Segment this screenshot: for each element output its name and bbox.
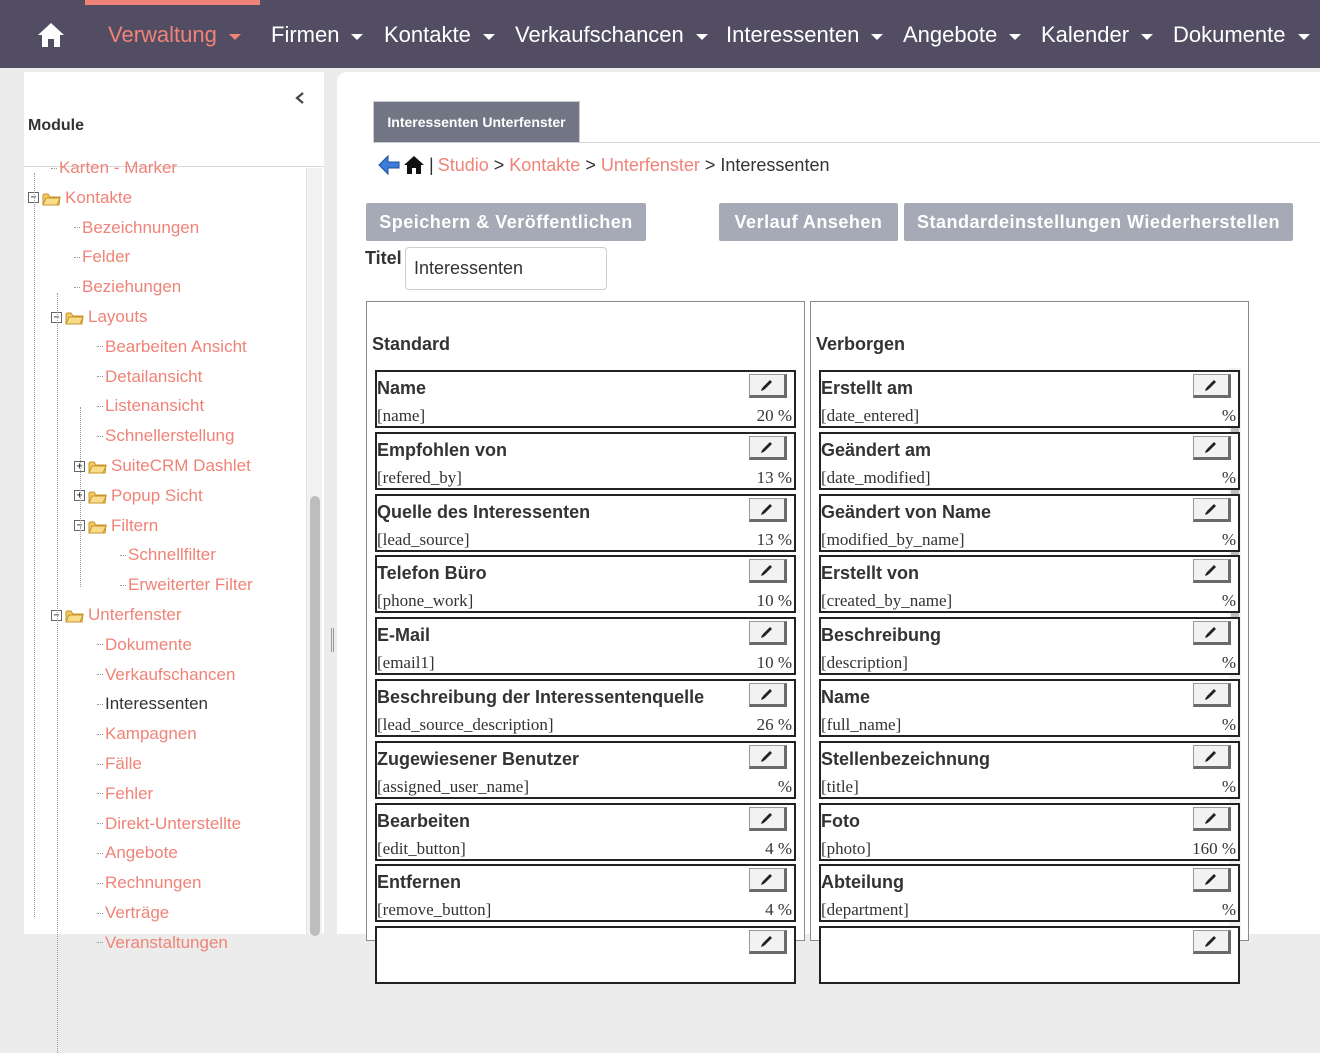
field-width: %	[1221, 467, 1236, 487]
pencil-icon[interactable]	[749, 559, 787, 583]
folder-icon	[42, 191, 61, 205]
pencil-icon[interactable]	[749, 807, 787, 831]
sidebar-tree-item-label: Kontakte	[65, 187, 133, 207]
home-icon[interactable]	[403, 155, 425, 175]
pencil-icon[interactable]	[749, 745, 787, 769]
sidebar-tree-item[interactable]	[97, 364, 202, 390]
view-history-button[interactable]: Verlauf Ansehen	[719, 203, 898, 241]
sidebar-tree-item-label: Felder	[82, 247, 131, 267]
standard-column	[366, 301, 805, 941]
field-label: Erstellt von	[821, 563, 920, 584]
sidebar-tree-item[interactable]	[97, 662, 235, 688]
folder-icon	[65, 310, 84, 324]
field-system-name: [date_modified]	[821, 467, 931, 487]
nav-interessenten[interactable]: Interessenten	[726, 20, 883, 50]
tree-connector	[97, 436, 103, 437]
tree-connector	[97, 376, 103, 377]
field-label: Entfernen	[377, 872, 462, 893]
sidebar-tree-item[interactable]	[97, 840, 178, 866]
field-width: %	[1221, 529, 1236, 549]
nav-dokumente[interactable]: Dokumente	[1173, 20, 1310, 50]
folder-icon	[65, 608, 84, 622]
field-system-name: [phone_work]	[377, 591, 474, 611]
hidden-column	[810, 301, 1249, 941]
field-width: %	[1221, 715, 1236, 734]
tree-connector	[97, 853, 103, 854]
standard-field-card[interactable]	[375, 926, 796, 984]
sidebar-tree-item-label: Erweiterter Filter	[128, 575, 253, 595]
standard-field-card[interactable]	[375, 617, 796, 675]
breadcrumb-kontakte-link[interactable]: Kontakte	[509, 154, 581, 175]
breadcrumb-studio-link[interactable]: Studio	[437, 154, 489, 175]
chevron-down-icon	[1298, 34, 1310, 40]
scrollbar-thumb[interactable]	[310, 496, 320, 936]
field-label: Zugewiesener Benutzer	[377, 748, 580, 769]
sidebar-tree-item-label: Verträge	[105, 903, 170, 922]
sidebar-tree-item[interactable]	[28, 185, 132, 211]
sidebar-tree-item[interactable]	[74, 513, 158, 539]
tree-connector	[97, 764, 103, 765]
sidebar-tree-item[interactable]	[74, 483, 203, 509]
field-label: Abteilung	[821, 872, 904, 893]
sidebar-tree-item[interactable]	[51, 602, 182, 628]
tree-guide-line	[34, 173, 35, 917]
sidebar-title: Module	[28, 117, 84, 134]
nav-kalender[interactable]: Kalender	[1041, 20, 1153, 50]
sidebar-tree-item[interactable]	[74, 244, 130, 270]
nav-angebote[interactable]: Angebote	[903, 20, 1021, 50]
pencil-icon[interactable]	[1193, 436, 1231, 460]
breadcrumb-separator: >	[704, 154, 716, 175]
sidebar-tree-item[interactable]	[97, 751, 142, 777]
sidebar-tree-item[interactable]	[97, 691, 208, 717]
expand-toggle-icon[interactable]: +	[74, 461, 85, 472]
hidden-field-card[interactable]	[819, 803, 1240, 861]
standard-field-card[interactable]	[375, 864, 796, 922]
field-width: 26 %	[756, 715, 792, 734]
field-system-name: [assigned_user_name]	[377, 776, 530, 796]
tree-connector	[97, 883, 103, 884]
sidebar-tree-item-label: Layouts	[88, 307, 148, 326]
sidebar-tree-item[interactable]	[97, 870, 201, 896]
hidden-field-card[interactable]	[819, 432, 1240, 490]
field-system-name: [date_entered]	[821, 406, 920, 425]
standard-field-card[interactable]	[375, 432, 796, 490]
nav-firmen[interactable]: Firmen	[271, 20, 363, 50]
nav-verwaltung[interactable]: Verwaltung	[108, 20, 241, 50]
hidden-field-card[interactable]	[819, 555, 1240, 613]
tree-guide-line	[80, 527, 81, 587]
sidebar-tree-item[interactable]	[97, 632, 192, 658]
sidebar-tree-item-label: Schnellerstellung	[105, 426, 235, 446]
pencil-icon[interactable]	[749, 683, 787, 707]
sidebar-tree-item[interactable]	[97, 930, 228, 956]
breadcrumb-current: Interessenten	[720, 154, 830, 175]
field-width: %	[1221, 653, 1236, 673]
tree-connector	[74, 257, 80, 258]
breadcrumb-divider: |	[429, 154, 434, 175]
pencil-icon[interactable]	[749, 621, 787, 645]
sidebar-tree-item[interactable]	[97, 423, 234, 449]
standard-field-card[interactable]	[375, 370, 796, 428]
breadcrumb-separator: >	[585, 154, 596, 175]
breadcrumb-unterfenster-link[interactable]: Unterfenster	[600, 154, 700, 175]
tree-connector	[97, 674, 103, 675]
field-label: Quelle des Interessenten	[377, 501, 591, 522]
chevron-down-icon	[871, 34, 883, 40]
sidebar-tree-item[interactable]	[97, 393, 204, 419]
tree-connector	[97, 346, 103, 347]
nav-kontakte[interactable]: Kontakte	[384, 20, 495, 50]
field-width: 10 %	[756, 591, 792, 611]
sidebar-tree-item[interactable]	[74, 215, 199, 241]
sidebar-tree-item-label: Veranstaltungen	[105, 932, 228, 952]
field-label: Foto	[821, 810, 860, 831]
field-label: Erstellt am	[821, 378, 914, 398]
field-width: %	[1221, 900, 1236, 920]
field-system-name: [email1]	[377, 653, 435, 673]
standard-field-card[interactable]	[375, 555, 796, 613]
sidebar-tree-item[interactable]	[97, 811, 241, 837]
folder-icon	[88, 519, 107, 533]
save-publish-button[interactable]: Speichern & Veröffentlichen	[366, 203, 646, 241]
title-label: Titel	[365, 248, 402, 268]
pencil-icon[interactable]	[1193, 930, 1231, 954]
pencil-icon[interactable]	[1193, 868, 1231, 892]
tree-connector	[97, 704, 103, 705]
sidebar-tree-item-label: Bearbeiten Ansicht	[105, 336, 247, 356]
sidebar-tree-item[interactable]	[74, 274, 181, 300]
standard-field-card[interactable]	[375, 803, 796, 861]
collapse-toggle-icon[interactable]: −	[51, 610, 62, 621]
field-system-name: [refered_by]	[377, 467, 462, 487]
sidebar-tree-item-label: Rechnungen	[105, 873, 202, 893]
chevron-down-icon	[229, 34, 241, 40]
pencil-icon[interactable]	[749, 498, 787, 522]
field-system-name: [edit_button]	[377, 838, 466, 858]
tree-connector	[74, 287, 80, 288]
field-system-name: [lead_source_description]	[377, 715, 554, 734]
chevron-down-icon	[1009, 34, 1021, 40]
hidden-field-card[interactable]	[819, 370, 1240, 428]
tree-connector	[74, 227, 80, 228]
field-width: 160 %	[1192, 838, 1236, 858]
collapse-toggle-icon[interactable]: −	[74, 520, 85, 531]
hidden-field-card[interactable]	[819, 617, 1240, 675]
field-label: Beschreibung der Interessentenquelle	[377, 687, 705, 707]
chevron-down-icon	[351, 34, 363, 40]
home-icon[interactable]	[34, 20, 68, 50]
main-panel	[337, 72, 1320, 934]
sidebar-tree-item-label: Angebote	[105, 843, 178, 863]
sidebar-tree-item-label: Filtern	[111, 515, 159, 535]
field-width: 13 %	[756, 467, 792, 487]
module-sidebar	[24, 72, 324, 952]
chevron-down-icon	[1141, 34, 1153, 40]
field-label: Beschreibung	[821, 625, 942, 646]
tree-connector	[120, 555, 126, 556]
pencil-icon[interactable]	[749, 930, 787, 954]
sidebar-tree-item-label: Schnellfilter	[128, 545, 216, 565]
pencil-icon[interactable]	[749, 374, 787, 398]
pencil-icon[interactable]	[749, 868, 787, 892]
field-label: Name	[377, 378, 427, 398]
field-system-name: [lead_source]	[377, 529, 470, 549]
field-width: 10 %	[756, 653, 792, 673]
sidebar-tree-item[interactable]	[97, 721, 197, 747]
pencil-icon[interactable]	[1193, 621, 1231, 645]
tree-connector	[97, 793, 103, 794]
pencil-icon[interactable]	[1193, 745, 1231, 769]
pencil-icon[interactable]	[1193, 807, 1231, 831]
restore-defaults-button[interactable]: Standardeinstellungen Wiederherstellen	[904, 203, 1293, 241]
pencil-icon[interactable]	[749, 436, 787, 460]
field-system-name: [remove_button]	[377, 900, 492, 920]
sidebar-tree-item[interactable]	[97, 334, 247, 360]
sidebar-tree-item[interactable]	[97, 781, 153, 807]
collapse-toggle-icon[interactable]: −	[51, 312, 62, 323]
field-system-name: [description]	[821, 653, 908, 673]
sidebar-tree-item-label: Listenansicht	[105, 396, 205, 416]
sidebar-tree-item[interactable]	[51, 304, 148, 330]
title-input[interactable]	[405, 247, 607, 290]
collapse-toggle-icon[interactable]: −	[28, 192, 39, 203]
field-label: Telefon Büro	[377, 563, 487, 584]
divider	[580, 142, 1320, 143]
sidebar-tree-item-label: Karten - Marker	[59, 158, 178, 177]
field-system-name: [modified_by_name]	[821, 529, 965, 549]
hidden-field-card[interactable]	[819, 494, 1240, 552]
sidebar-tree-item[interactable]	[120, 542, 216, 568]
folder-icon	[88, 489, 107, 503]
tree-connector	[97, 406, 103, 407]
field-width: %	[1221, 406, 1236, 425]
field-system-name: [name]	[377, 406, 426, 425]
sidebar-tree-item-label: Kampagnen	[105, 724, 197, 744]
standard-field-card[interactable]	[375, 679, 796, 737]
field-width: %	[777, 776, 792, 796]
field-width: 4 %	[765, 900, 792, 920]
tree-connector	[120, 585, 126, 586]
sidebar-tree-item-label: Bezeichnungen	[82, 217, 200, 237]
standard-field-card[interactable]	[375, 741, 796, 799]
hidden-field-card[interactable]	[819, 741, 1240, 799]
field-system-name: [photo]	[821, 838, 872, 858]
pencil-icon[interactable]	[1193, 559, 1231, 583]
pencil-icon[interactable]	[1193, 374, 1231, 398]
sidebar-tree-item-label: Fehler	[105, 783, 154, 803]
hidden-field-card[interactable]	[819, 926, 1240, 984]
tree-connector	[97, 644, 103, 645]
hidden-field-card[interactable]	[819, 679, 1240, 737]
field-system-name: [full_name]	[821, 715, 902, 734]
field-width: 4 %	[765, 838, 792, 858]
chevron-down-icon	[696, 34, 708, 40]
breadcrumb	[377, 152, 829, 178]
field-width: %	[1221, 591, 1236, 611]
chevron-left-icon[interactable]	[294, 88, 306, 111]
sidebar-tree-item[interactable]	[120, 572, 253, 598]
field-label: Geändert von Name	[821, 501, 992, 522]
sidebar-tree-item-label: Fälle	[105, 754, 142, 773]
field-label: E-Mail	[377, 625, 431, 646]
resize-handle[interactable]	[331, 628, 334, 652]
field-width: %	[1221, 776, 1236, 796]
sidebar-tree-item-label: Interessenten	[105, 694, 209, 714]
field-label: Bearbeiten	[377, 810, 471, 831]
tree-connector	[97, 942, 103, 943]
tree-connector	[97, 734, 103, 735]
hidden-field-card[interactable]	[819, 864, 1240, 922]
field-width: 13 %	[756, 529, 792, 549]
sidebar-tree-item[interactable]	[97, 900, 169, 926]
field-label: Empfohlen von	[377, 439, 507, 460]
pencil-icon[interactable]	[1193, 498, 1231, 522]
tree-connector	[97, 823, 103, 824]
folder-icon	[88, 459, 107, 473]
sidebar-tree-item-label: SuiteCRM Dashlet	[111, 456, 251, 475]
sidebar-tree-item-label: Detailansicht	[105, 366, 203, 386]
back-arrow-icon[interactable]	[377, 154, 401, 176]
sidebar-tree-item[interactable]	[74, 453, 251, 479]
tree-guide-line	[57, 293, 58, 1053]
breadcrumb-separator: >	[493, 154, 505, 175]
chevron-down-icon	[483, 34, 495, 40]
field-label: Name	[821, 687, 871, 707]
tree-connector	[97, 913, 103, 914]
sidebar-tree-item[interactable]	[51, 155, 177, 181]
field-system-name: [department]	[821, 900, 909, 920]
standard-column-title: Standard	[372, 334, 451, 354]
sidebar-tree-item-label: Beziehungen	[82, 277, 182, 297]
nav-verkaufschancen[interactable]: Verkaufschancen	[515, 20, 708, 50]
module-tree	[24, 158, 307, 952]
sidebar-tree-item-label: Dokumente	[105, 634, 192, 654]
hidden-column-title: Verborgen	[816, 334, 906, 354]
field-system-name: [created_by_name]	[821, 591, 953, 611]
standard-field-card[interactable]	[375, 494, 796, 552]
field-system-name: [title]	[821, 776, 859, 796]
expand-toggle-icon[interactable]: +	[74, 490, 85, 501]
sidebar-tree-item-label: Unterfenster	[88, 605, 182, 624]
top-navigation	[0, 0, 1320, 68]
field-label: Stellenbezeichnung	[821, 748, 991, 769]
field-label: Geändert am	[821, 439, 932, 460]
field-width: 20 %	[756, 406, 792, 425]
sidebar-scrollbar[interactable]	[306, 168, 322, 934]
sidebar-tree-item-label: Direkt-Unterstellte	[105, 813, 242, 833]
tree-connector	[51, 168, 57, 169]
sidebar-tree-item-label: Popup Sicht	[111, 485, 203, 505]
sidebar-tree-item-label: Verkaufschancen	[105, 664, 236, 684]
active-menu-indicator	[85, 0, 260, 5]
tab-interessenten-unterfenster[interactable]: Interessenten Unterfenster	[373, 101, 580, 143]
pencil-icon[interactable]	[1193, 683, 1231, 707]
